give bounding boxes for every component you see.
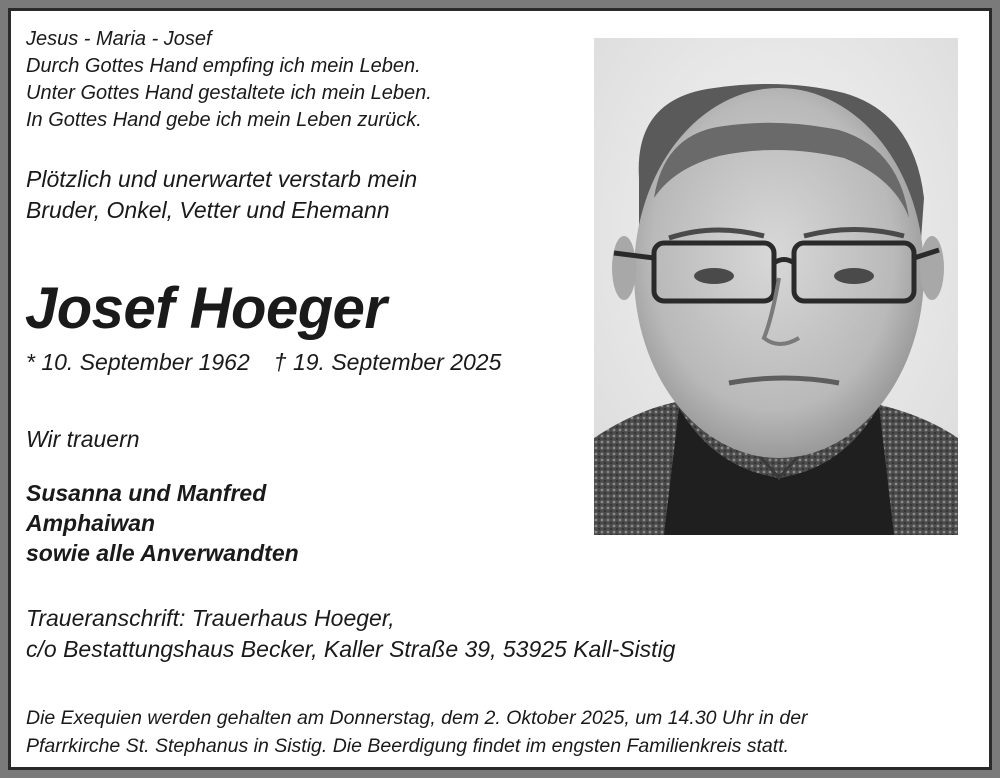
mourning-address <box>26 603 675 665</box>
address-line: Traueranschrift: Trauerhaus Hoeger, <box>26 605 395 631</box>
obituary-notice <box>8 8 992 770</box>
funeral-service-info <box>26 704 808 760</box>
verse-line: Durch Gottes Hand empfing ich mein Leben. <box>26 55 421 77</box>
mourner-entry: Amphaiwan <box>26 510 156 536</box>
verse-line: Unter Gottes Hand gestaltete ich mein Leben. <box>26 82 432 104</box>
portrait-illustration <box>594 38 958 535</box>
bible-verse <box>26 26 432 134</box>
mourner-entry: sowie alle Anverwandten <box>26 540 299 566</box>
verse-line: Jesus - Maria - Josef <box>26 28 212 50</box>
announcement-line: Bruder, Onkel, Vetter und Ehemann <box>26 197 390 223</box>
death-announcement <box>26 164 417 226</box>
death-date: † 19. September 2025 <box>273 349 502 375</box>
service-line: Pfarrkirche St. Stephanus in Sistig. Die Beerdigung findet im engsten Familienkreis statt. <box>26 735 790 757</box>
birth-date: * 10. September 1962 <box>26 349 250 375</box>
life-dates <box>26 347 501 377</box>
portrait-photo <box>594 38 958 535</box>
mourner-entry: Susanna und Manfred <box>26 480 267 506</box>
verse-line: In Gottes Hand gebe ich mein Leben zurück. <box>26 109 422 131</box>
service-line: Die Exequien werden gehalten am Donnerstag, dem 2. Oktober 2025, um 14.30 Uhr in der <box>26 707 808 729</box>
announcement-line: Plötzlich und unerwartet verstarb mein <box>26 166 418 192</box>
mourners-list <box>26 478 299 568</box>
deceased-name: Josef Hoeger <box>25 276 387 341</box>
address-line: c/o Bestattungshaus Becker, Kaller Straße 39, 53925 Kall-Sistig <box>26 636 676 662</box>
mourning-intro: Wir trauern <box>26 426 140 452</box>
